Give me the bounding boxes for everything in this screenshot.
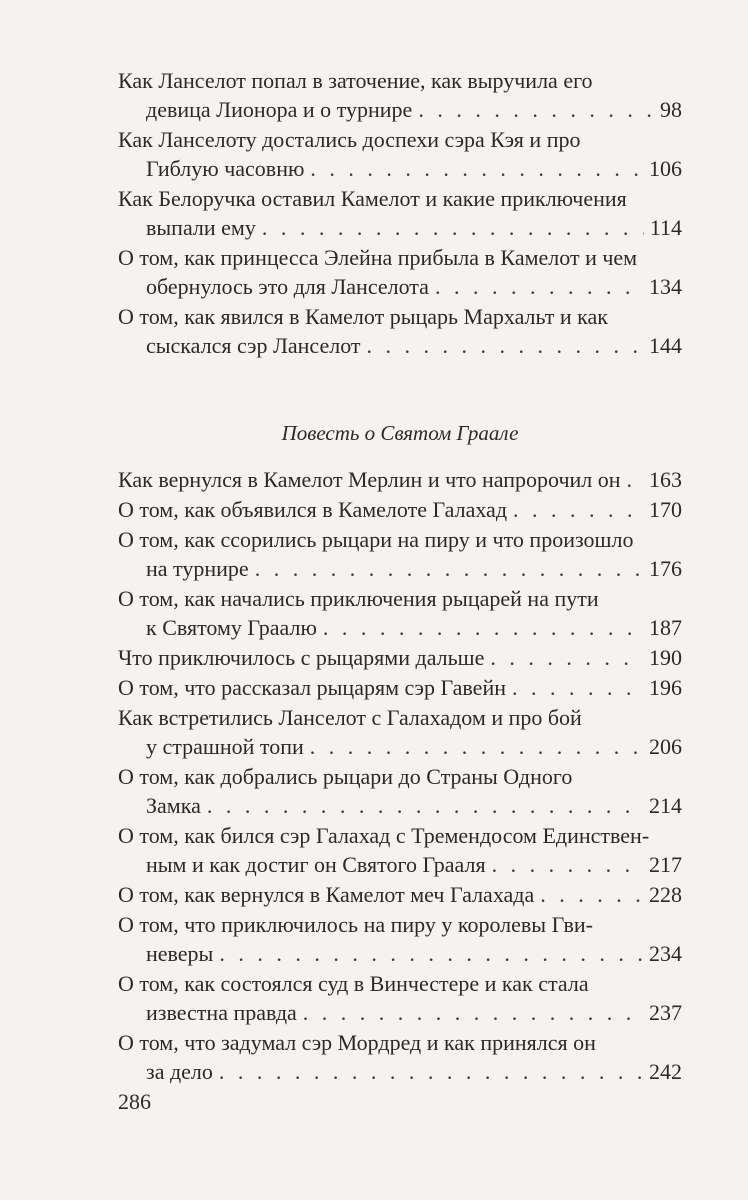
toc-entry-line2: девица Лионора и о турнире: [146, 97, 413, 122]
page-number: 286: [118, 1089, 151, 1114]
toc-entry-page: 196: [649, 675, 682, 700]
dot-leader: [207, 791, 643, 820]
toc-entry-page: 237: [649, 1000, 682, 1025]
toc-entry-page: 144: [649, 333, 682, 358]
toc-entry-line1: Как Ланселот попал в заточение, как выручила его: [118, 68, 593, 93]
toc-entry-line1: О том, как добрались рыцари до Страны Одного: [118, 764, 573, 789]
toc-entry-page: 163: [649, 467, 682, 492]
toc-entry[interactable]: [118, 302, 682, 360]
toc-entry[interactable]: [118, 495, 682, 524]
toc-entry[interactable]: [118, 703, 682, 761]
toc-entry-page: 98: [660, 97, 682, 122]
toc-entry[interactable]: [118, 880, 682, 909]
toc-entry-page: 234: [649, 941, 682, 966]
dot-leader: [219, 939, 643, 968]
toc-entry[interactable]: [118, 969, 682, 1027]
toc-entry-page: 106: [649, 156, 682, 181]
toc-entry-line2: Гиблую часовню: [146, 156, 305, 181]
dot-leader: [310, 732, 643, 761]
toc-entry-line1: Как встретились Ланселот с Галахадом и про бой: [118, 705, 582, 730]
toc-entry[interactable]: [118, 821, 682, 879]
toc-entry-line: О том, как объявился в Камелоте Галахад: [118, 497, 508, 522]
toc-entry[interactable]: [118, 66, 682, 124]
dot-leader: [627, 465, 643, 494]
toc-entry-line1: Как Белоручка оставил Камелот и какие приключения: [118, 186, 627, 211]
toc-entry-page: 217: [649, 852, 682, 877]
toc-entry-line2: у страшной топи: [146, 734, 304, 759]
toc-entry-row: [118, 880, 682, 909]
toc-entry-line2: к Святому Граалю: [146, 615, 317, 640]
toc-entry-line2: неверы: [146, 941, 214, 966]
toc-entry-row: [118, 154, 682, 183]
toc-entry-row: [118, 95, 682, 124]
toc-entry[interactable]: [118, 1028, 682, 1086]
toc-entry-line: Что приключилось с рыцарями дальше: [118, 645, 485, 670]
dot-leader: [323, 613, 643, 642]
toc-entry-row: [118, 732, 682, 761]
toc-entry-line: Как вернулся в Камелот Мерлин и что напророчил он: [118, 467, 621, 492]
toc-entry-page: 214: [649, 793, 682, 818]
toc-entry-line2: Замка: [146, 793, 201, 818]
dot-leader: [492, 850, 643, 879]
toc-entry[interactable]: [118, 184, 682, 242]
toc-entry-page: 190: [649, 645, 682, 670]
dot-leader: [367, 331, 643, 360]
dot-leader: [310, 154, 643, 183]
toc-entry-line1: О том, как принцесса Элейна прибыла в Камелот и чем: [118, 245, 638, 270]
toc-entry-page: 187: [649, 615, 682, 640]
dot-leader: [513, 495, 643, 524]
toc-entry-row: [118, 673, 682, 702]
dot-leader: [418, 95, 654, 124]
toc-entry[interactable]: [118, 673, 682, 702]
toc-entry[interactable]: [118, 125, 682, 183]
dot-leader: [219, 1057, 643, 1086]
toc-entry-line2: сыскался сэр Ланселот: [146, 333, 361, 358]
dot-leader: [540, 880, 643, 909]
toc-entry-line2: на турнире: [146, 556, 249, 581]
toc-entry-line2: за дело: [146, 1059, 213, 1084]
toc-entry-line1: О том, как состоялся суд в Винчестере и как стала: [118, 971, 589, 996]
toc-entry-row: [118, 613, 682, 642]
toc-entry[interactable]: [118, 525, 682, 583]
toc-entry-page: 134: [649, 274, 682, 299]
dot-leader: [512, 673, 643, 702]
section-title: Повесть о Святом Граале: [281, 421, 519, 445]
dot-leader: [262, 213, 644, 242]
toc-entry-line2: известна правда: [146, 1000, 297, 1025]
toc-entry-row: [118, 643, 682, 672]
toc-entry[interactable]: [118, 643, 682, 672]
toc-entry-line1: О том, как ссорились рыцари на пиру и что произошло: [118, 527, 634, 552]
toc-entry-line2: ным и как достиг он Святого Грааля: [146, 852, 486, 877]
toc-entry-row: [118, 465, 682, 494]
toc-entry[interactable]: [118, 762, 682, 820]
toc-entry-line1: О том, что задумал сэр Мордред и как принялся он: [118, 1030, 596, 1055]
toc-entry-line2: выпали ему: [146, 215, 256, 240]
toc-entry-row: [118, 1057, 682, 1086]
toc-group-section: [118, 465, 682, 1086]
toc-entry-page: 176: [649, 556, 682, 581]
toc-entry[interactable]: [118, 243, 682, 301]
toc-entry[interactable]: [118, 584, 682, 642]
toc-entry-line1: О том, как бился сэр Галахад с Тремендосом Единствен-: [118, 823, 650, 848]
toc-entry-page: 114: [649, 215, 682, 240]
toc-entry-page: 170: [649, 497, 682, 522]
toc-entry-page: 242: [649, 1059, 682, 1084]
dot-leader: [490, 643, 643, 672]
toc-entry-row: [118, 272, 682, 301]
dot-leader: [303, 998, 643, 1027]
toc-entry-row: [118, 998, 682, 1027]
toc-entry-line1: О том, как начались приключения рыцарей на пути: [118, 586, 599, 611]
toc-entry-row: [118, 554, 682, 583]
toc-entry-row: [118, 213, 682, 242]
toc-entry-row: [118, 331, 682, 360]
toc-entry-page: 206: [649, 734, 682, 759]
toc-group-top: [118, 66, 682, 360]
toc-entry-line1: О том, что приключилось на пиру у королевы Гви-: [118, 912, 593, 937]
toc-entry-row: [118, 791, 682, 820]
dot-leader: [435, 272, 643, 301]
toc-entry-row: [118, 850, 682, 879]
toc-entry-page: 228: [649, 882, 682, 907]
toc-entry-line2: обернулось это для Ланселота: [146, 274, 429, 299]
toc-entry-line: О том, как вернулся в Камелот меч Галахада: [118, 882, 535, 907]
toc-entry-line1: О том, как явился в Камелот рыцарь Мархальт и как: [118, 304, 608, 329]
toc-entry-row: [118, 939, 682, 968]
toc-entry[interactable]: [118, 465, 682, 494]
toc-entry[interactable]: [118, 910, 682, 968]
toc-entry-row: [118, 495, 682, 524]
dot-leader: [255, 554, 643, 583]
toc-entry-line1: Как Ланселоту достались доспехи сэра Кэя и про: [118, 127, 581, 152]
table-of-contents: [118, 66, 682, 1087]
toc-entry-line: О том, что рассказал рыцарям сэр Гавейн: [118, 675, 506, 700]
